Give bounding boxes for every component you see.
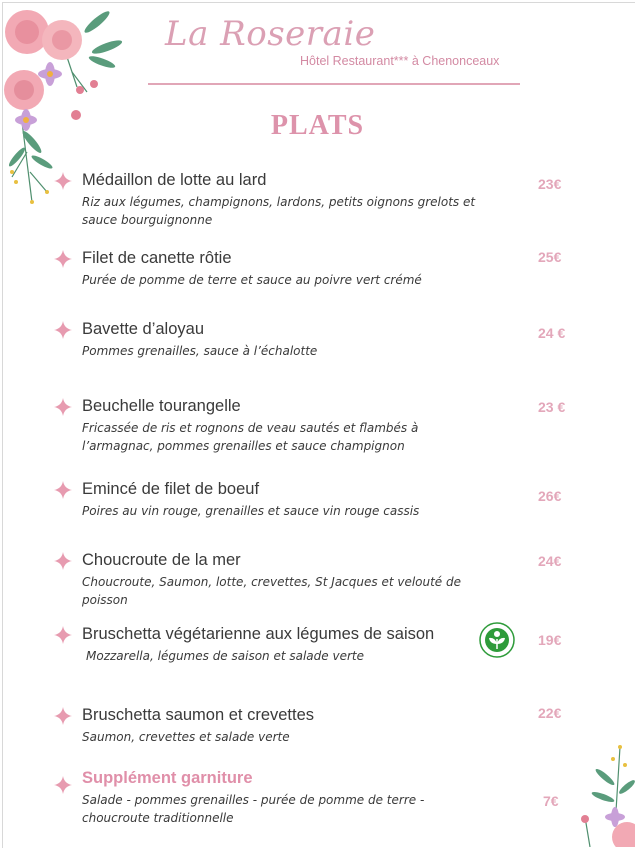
item-name: Bavette d’aloyau <box>82 320 205 338</box>
item-name: Bruschetta saumon et crevettes <box>82 706 315 724</box>
item-description: Poires au vin rouge, grenailles et sauce vin rouge cassis <box>82 504 420 518</box>
item-price: 19€ <box>538 632 562 648</box>
floral-decoration-bottom-right-icon <box>565 737 635 847</box>
item-name: Beuchelle tourangelle <box>82 397 241 415</box>
item-price: 24€ <box>538 553 562 569</box>
item-price: 26€ <box>538 488 562 504</box>
restaurant-logo: La Roseraie <box>165 14 376 54</box>
sparkle-bullet-icon <box>54 321 72 339</box>
restaurant-tagline: Hôtel Restaurant*** à Chenonceaux <box>300 54 500 68</box>
header-divider <box>148 83 520 85</box>
item-description: Fricassée de ris et rognons de veau sautés et flambés à l’armagnac, pommes grenailles et sauce champignon <box>82 421 419 453</box>
sparkle-bullet-icon <box>54 250 72 268</box>
item-name: Bruschetta végétarienne aux légumes de saison <box>82 625 435 643</box>
sparkle-bullet-icon <box>54 707 72 725</box>
item-price: 7€ <box>543 793 559 809</box>
section-title: PLATS <box>270 110 365 141</box>
sparkle-bullet-icon <box>54 172 72 190</box>
item-description: Choucroute, Saumon, lotte, crevettes, St Jacques et velouté de poisson <box>82 575 462 607</box>
item-name: Supplément garniture <box>82 769 253 787</box>
item-price: 25€ <box>538 249 562 265</box>
sparkle-bullet-icon <box>54 776 72 794</box>
vegetarian-badge-icon <box>479 622 515 658</box>
item-name: Filet de canette rôtie <box>82 249 232 267</box>
item-description: Saumon, crevettes et salade verte <box>82 730 290 744</box>
item-price: 23€ <box>538 176 562 192</box>
item-description: Salade - pommes grenailles - purée de pomme de terre - choucroute traditionnelle <box>82 793 425 825</box>
item-description: Mozzarella, légumes de saison et salade verte <box>86 649 364 663</box>
sparkle-bullet-icon <box>54 398 72 416</box>
item-description: Purée de pomme de terre et sauce au poivre vert crémé <box>82 273 422 287</box>
item-price: 22€ <box>538 705 562 721</box>
sparkle-bullet-icon <box>54 481 72 499</box>
sparkle-bullet-icon <box>54 552 72 570</box>
item-name: Choucroute de la mer <box>82 551 241 569</box>
item-description: Pommes grenailles, sauce à l’échalotte <box>82 344 318 358</box>
item-name: Emincé de filet de boeuf <box>82 480 260 498</box>
sparkle-bullet-icon <box>54 626 72 644</box>
item-price: 24 € <box>538 325 566 341</box>
item-description: Riz aux légumes, champignons, lardons, petits oignons grelots et sauce bourguignonne <box>82 195 476 227</box>
item-price: 23 € <box>538 399 566 415</box>
item-name: Médaillon de lotte au lard <box>82 171 267 189</box>
